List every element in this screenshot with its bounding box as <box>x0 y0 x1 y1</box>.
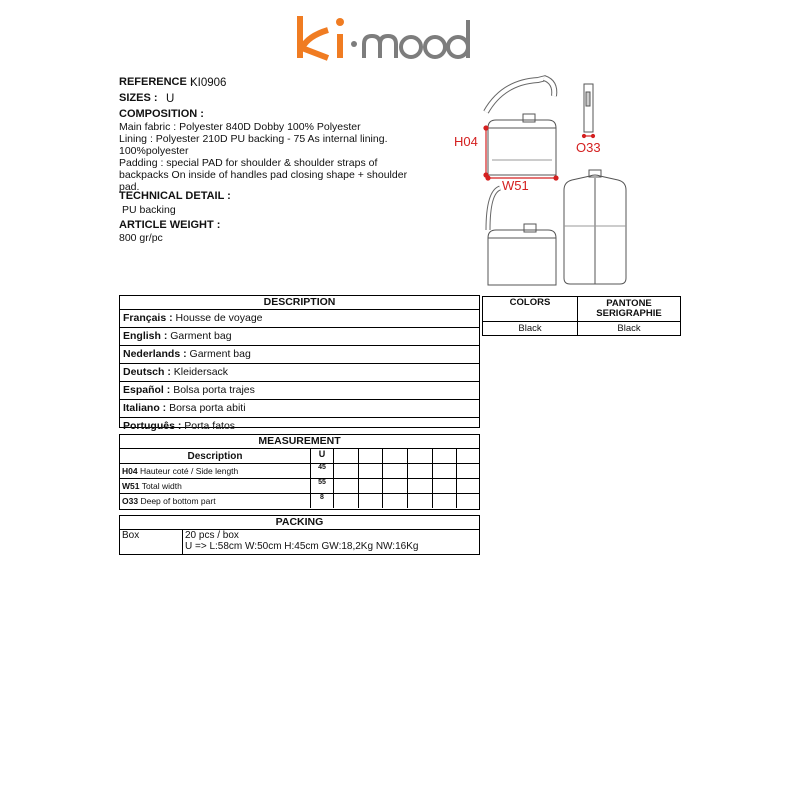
reference-value: KI0906 <box>190 77 227 89</box>
measurement-value: 45 <box>311 464 334 479</box>
garment-bag-sketch <box>448 70 678 292</box>
composition-line: Lining : Polyester 210D PU backing - 75 As internal lining. <box>119 133 388 145</box>
description-row-fr <box>120 310 479 328</box>
colors-table <box>482 296 681 336</box>
packing-dimensions: U => L:58cm W:50cm H:45cm GW:18,2Kg NW:16Kg <box>185 541 419 552</box>
measurement-table <box>119 434 480 510</box>
measurement-code: H04 <box>122 466 138 476</box>
measurement-row <box>120 464 479 479</box>
composition-line: backpacks On inside of handles pad closing shape + shoulder <box>119 169 408 181</box>
packing-quantity: 20 pcs / box <box>185 530 239 541</box>
language-label: English : <box>123 330 168 342</box>
measurement-size-header: U <box>311 449 334 464</box>
w51-dimension-label: W51 <box>502 178 529 193</box>
language-label: Deutsch : <box>123 366 171 378</box>
description-row-pt <box>120 418 479 435</box>
measurement-value: 55 <box>311 479 334 494</box>
packing-header: PACKING <box>120 516 479 530</box>
description-table <box>119 295 480 432</box>
description-row-it <box>120 400 479 418</box>
measurement-value: 8 <box>311 494 334 509</box>
language-label: Italiano : <box>123 402 167 414</box>
sizes-value: U <box>166 93 175 105</box>
pantone-header <box>578 297 681 322</box>
packing-table <box>119 515 480 555</box>
colors-header: COLORS <box>483 297 578 322</box>
description-header: DESCRIPTION <box>120 296 479 310</box>
composition-line: Main fabric : Polyester 840D Dobby 100% Polyester <box>119 121 361 133</box>
description-row-en <box>120 328 479 346</box>
h04-dimension-label: H04 <box>454 134 478 149</box>
product-diagram <box>448 70 678 292</box>
ki-mood-logo-graphic <box>290 8 490 68</box>
packing-type: Box <box>120 530 183 554</box>
color-value: Black <box>483 322 578 336</box>
language-label: Français : <box>123 312 173 324</box>
article-weight-value: 800 gr/pc <box>119 232 163 244</box>
language-label: Português : <box>123 420 182 432</box>
article-weight-label: ARTICLE WEIGHT : <box>119 219 221 231</box>
description-row-es <box>120 382 479 400</box>
translation-text: Housse de voyage <box>175 312 263 324</box>
pantone-value: Black <box>578 322 681 336</box>
measurement-row <box>120 494 479 509</box>
translation-text: Garment bag <box>170 330 232 342</box>
composition-text <box>119 121 409 193</box>
packing-grid <box>120 530 479 554</box>
measurement-grid <box>120 448 479 508</box>
measurement-code: O33 <box>122 496 139 506</box>
translation-text: Borsa porta abiti <box>169 402 246 414</box>
translation-text: Porta fatos <box>184 420 236 432</box>
translation-text: Kleidersack <box>173 366 229 378</box>
measurement-label: Deep of bottom part <box>140 496 216 506</box>
packing-details <box>183 530 480 554</box>
composition-line: Padding : special PAD for shoulder & shoulder straps of <box>119 157 378 169</box>
measurement-label: Hauteur coté / Side length <box>139 466 239 476</box>
technical-detail-value: PU backing <box>122 204 176 216</box>
composition-line: pad. <box>119 181 140 193</box>
composition-label: COMPOSITION : <box>119 108 204 120</box>
language-label: Nederlands : <box>123 348 187 360</box>
language-label: Español : <box>123 384 171 396</box>
technical-detail-label: TECHNICAL DETAIL : <box>119 190 231 202</box>
measurement-code: W51 <box>122 481 140 491</box>
sizes-label: SIZES : <box>119 92 158 104</box>
reference-label: REFERENCE : <box>119 76 194 88</box>
description-row-de <box>120 364 479 382</box>
description-row-nl <box>120 346 479 364</box>
measurement-header: MEASUREMENT <box>120 435 479 449</box>
measurement-label: Total width <box>141 481 182 491</box>
pantone-header-line: PANTONE <box>606 298 652 309</box>
measurement-description-header: Description <box>120 449 311 464</box>
brand-logo <box>290 8 490 68</box>
serigraphie-header-line: SERIGRAPHIE <box>596 308 662 319</box>
translation-text: Garment bag <box>189 348 251 360</box>
composition-line: 100%polyester <box>119 145 189 157</box>
o33-dimension-label: O33 <box>576 140 601 155</box>
measurement-row <box>120 479 479 494</box>
translation-text: Bolsa porta trajes <box>173 384 255 396</box>
